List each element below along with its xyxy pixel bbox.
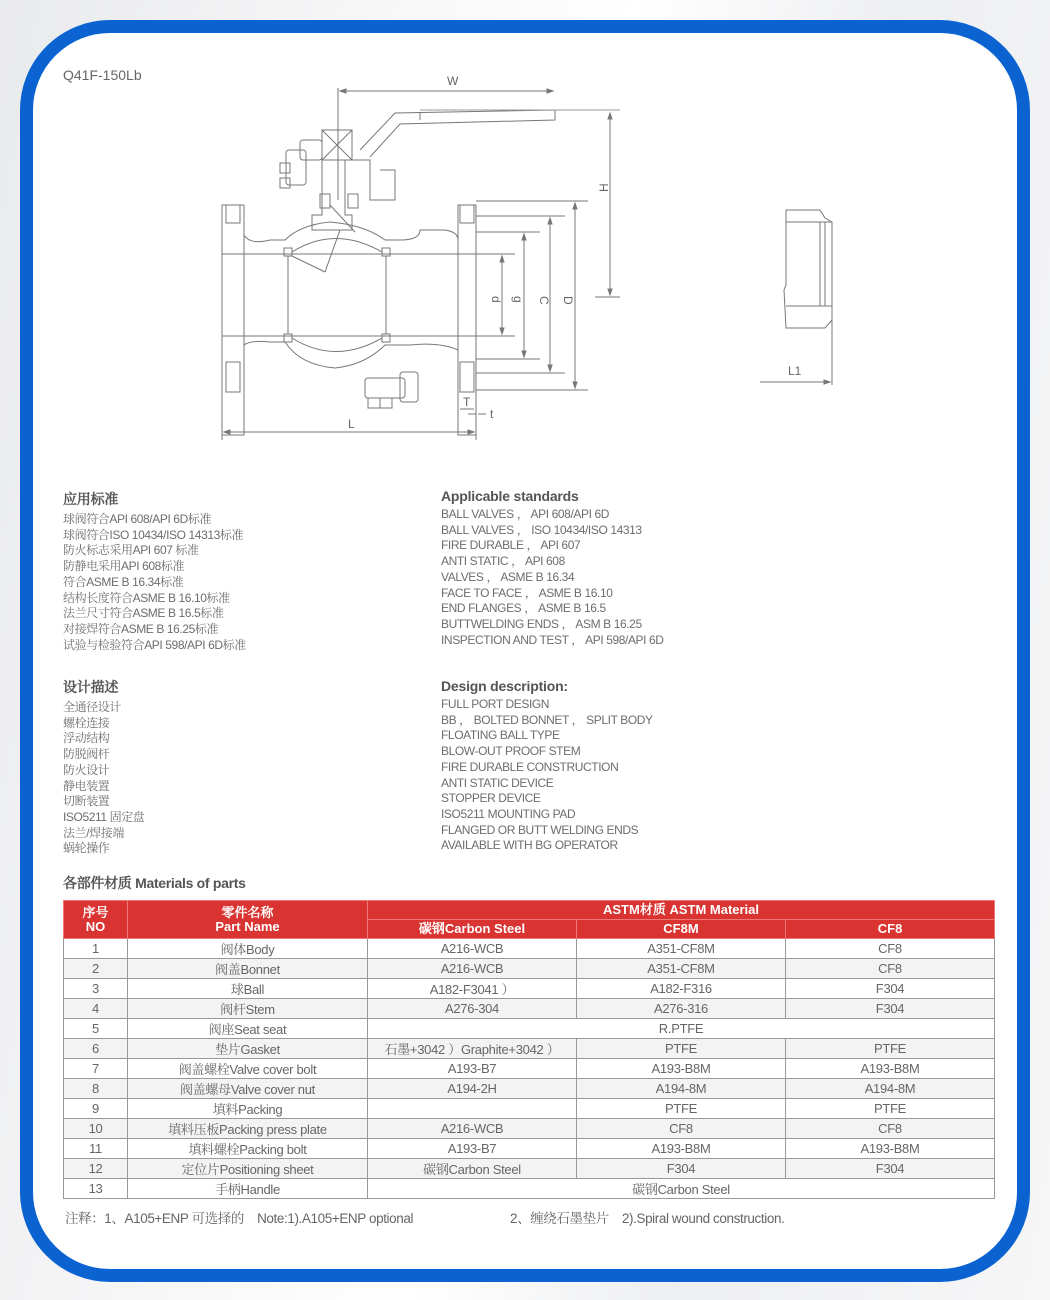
section-title: Design description:: [441, 678, 568, 694]
list-item: 结构长度符合ASME B 16.10标准: [63, 590, 230, 605]
handle: [360, 110, 555, 157]
cell-cf8: F304: [786, 979, 995, 999]
cell-part-name: 垫片Gasket: [128, 1039, 368, 1059]
cell-no: 3: [64, 979, 128, 999]
cell-no: 4: [64, 999, 128, 1019]
section-title: 应用标准: [63, 491, 119, 507]
table-row: [64, 1119, 995, 1139]
header-carbon-steel: 碳钢Carbon Steel: [368, 920, 577, 939]
list-item: BB ， BOLTED BONNET ， SPLIT BODY: [441, 712, 653, 727]
cell-carbon-steel: A276-304: [368, 999, 577, 1019]
dim-L1-label: L1: [788, 364, 802, 378]
header-part-name: [128, 901, 368, 939]
table-row: [64, 999, 995, 1019]
list-item: BALL VALVES ， API 608/API 6D: [441, 507, 610, 521]
list-item: STOPPER DEVICE: [441, 791, 541, 806]
cell-carbon-steel: A194-2H: [368, 1079, 577, 1099]
cell-no: 7: [64, 1059, 128, 1079]
dim-c-label: C: [537, 296, 551, 305]
cell-no: 2: [64, 959, 128, 979]
header-cf8: CF8: [786, 920, 995, 939]
list-item: 球阀符合API 608/API 6D标准: [63, 512, 212, 526]
cell-cf8: F304: [786, 999, 995, 1019]
list-item: ANTI STATIC ， API 608: [441, 554, 565, 569]
list-item: BALL VALVES ， ISO 10434/ISO 14313: [441, 522, 642, 537]
cell-cf8m: A351-CF8M: [577, 939, 786, 959]
list-item: FLANGED OR BUTT WELDING ENDS: [441, 822, 639, 837]
list-item: 对接焊符合ASME B 16.25标准: [63, 621, 219, 636]
cell-cf8m: A193-B8M: [577, 1139, 786, 1159]
list-item: 防静电采用API 608标准: [63, 559, 185, 574]
list-item: FIRE DURABLE ， API 607: [441, 538, 581, 553]
list-item: 切断装置: [63, 794, 110, 809]
cell-part-name: 阀盖Bonnet: [128, 959, 368, 979]
list-item: ISO5211 固定盘: [63, 809, 145, 824]
dim-L-label: L: [348, 417, 355, 431]
table-row: [64, 959, 995, 979]
list-item: FACE TO FACE ， ASME B 16.10: [441, 585, 613, 600]
cell-carbon-steel: 石墨+3042 ）Graphite+3042 ）: [368, 1039, 577, 1059]
list-item: 螺栓连接: [63, 715, 110, 730]
list-item: BLOW-OUT PROOF STEM: [441, 744, 581, 759]
list-item: ANTI STATIC DEVICE: [441, 775, 554, 790]
table-row: [64, 1139, 995, 1159]
cell-no: 5: [64, 1019, 128, 1039]
cell-cf8m: PTFE: [577, 1099, 786, 1119]
header-no-cn: 序号: [82, 904, 109, 920]
standards-en-section: [441, 488, 664, 648]
list-item: 静电装置: [63, 778, 110, 793]
list-item: END FLANGES ， ASME B 16.5: [441, 601, 606, 616]
cell-cf8: PTFE: [786, 1099, 995, 1119]
cell-no: 13: [64, 1179, 128, 1199]
table-row: [64, 979, 995, 999]
arrow-icon: [547, 89, 553, 93]
cell-carbon-steel: A182-F3041 ）: [368, 979, 577, 999]
cell-part-name: 阀体Body: [128, 939, 368, 959]
list-item: 防火设计: [63, 762, 110, 777]
header-no-en: NO: [85, 918, 106, 934]
cell-carbon-steel: A216-WCB: [368, 959, 577, 979]
header-no: [64, 901, 128, 939]
note-1: 注释：1、A105+ENP 可选择的 Note:1).A105+ENP optional: [65, 1211, 414, 1226]
note-2: 2、缠绕石墨垫片 2).Spiral wound construction.: [510, 1211, 785, 1226]
list-item: VALVES ， ASME B 16.34: [441, 569, 575, 584]
list-item: 浮动结构: [63, 731, 110, 746]
cell-cf8m: A276-316: [577, 999, 786, 1019]
cell-cf8m: A193-B8M: [577, 1059, 786, 1079]
header-part-en: Part Name: [215, 918, 280, 934]
list-item: FIRE DURABLE CONSTRUCTION: [441, 759, 619, 774]
cell-no: 11: [64, 1139, 128, 1159]
section-title: Applicable standards: [441, 488, 579, 504]
dim-h-label: H: [597, 183, 611, 192]
cell-cf8: A193-B8M: [786, 1059, 995, 1079]
cell-carbon-steel: A216-WCB: [368, 1119, 577, 1139]
table-row: [64, 1179, 995, 1199]
cell-part-name: 手柄Handle: [128, 1179, 368, 1199]
cell-cf8: CF8: [786, 1119, 995, 1139]
cell-cf8: CF8: [786, 959, 995, 979]
cell-material-all: 碳钢Carbon Steel: [368, 1179, 995, 1199]
list-item: 球阀符合ISO 10434/ISO 14313标准: [63, 527, 244, 542]
cell-cf8m: PTFE: [577, 1039, 786, 1059]
cell-part-name: 填料Packing: [128, 1099, 368, 1119]
cell-carbon-steel: A193-B7: [368, 1139, 577, 1159]
cell-cf8m: A182-F316: [577, 979, 786, 999]
list-item: ISO5211 MOUNTING PAD: [441, 806, 576, 821]
cell-part-name: 阀杆Stem: [128, 999, 368, 1019]
cell-carbon-steel: [368, 1099, 577, 1119]
table-row: [64, 1019, 995, 1039]
header-cf8m: CF8M: [577, 920, 786, 939]
cell-material-all: R.PTFE: [368, 1019, 995, 1039]
cell-no: 9: [64, 1099, 128, 1119]
list-item: 防火标志采用API 607 标准: [63, 543, 199, 558]
dim-D-label: D: [561, 296, 575, 305]
dim-w-label: W: [447, 74, 459, 88]
list-item: 符合ASME B 16.34标准: [63, 574, 184, 589]
valve-drawing: [0, 0, 1050, 450]
design-cn-section: [63, 677, 144, 857]
cell-cf8m: A351-CF8M: [577, 959, 786, 979]
table-row: [64, 1099, 995, 1119]
table-row: [64, 1039, 995, 1059]
cell-cf8: CF8: [786, 939, 995, 959]
cell-part-name: 阀座Seat seat: [128, 1019, 368, 1039]
cell-carbon-steel: A216-WCB: [368, 939, 577, 959]
list-item: FULL PORT DESIGN: [441, 697, 550, 711]
dim-t-label: t: [490, 407, 494, 421]
list-item: 全通径设计: [63, 700, 122, 714]
cell-part-name: 阀盖螺母Valve cover nut: [128, 1079, 368, 1099]
cell-carbon-steel: A193-B7: [368, 1059, 577, 1079]
cell-part-name: 填料压板Packing press plate: [128, 1119, 368, 1139]
cell-part-name: 球Ball: [128, 979, 368, 999]
cell-part-name: 定位片Positioning sheet: [128, 1159, 368, 1179]
dim-g-label: g: [511, 296, 525, 303]
cell-cf8: PTFE: [786, 1039, 995, 1059]
cell-no: 6: [64, 1039, 128, 1059]
dim-d-label: d: [489, 296, 503, 303]
cell-part-name: 填料螺栓Packing bolt: [128, 1139, 368, 1159]
list-item: INSPECTION AND TEST ， API 598/API 6D: [441, 632, 664, 647]
model-number: Q41F-150Lb: [63, 67, 142, 83]
list-item: FLOATING BALL TYPE: [441, 728, 560, 743]
cell-cf8: A194-8M: [786, 1079, 995, 1099]
cell-no: 10: [64, 1119, 128, 1139]
materials-table: [63, 900, 995, 1199]
table-row: [64, 1079, 995, 1099]
list-item: 法兰尺寸符合ASME B 16.5标准: [63, 606, 224, 621]
header-astm: ASTM材质 ASTM Material: [368, 901, 995, 920]
section-title: 设计描述: [63, 679, 119, 695]
list-item: BUTTWELDING ENDS ， ASM B 16.25: [441, 616, 642, 631]
design-en-section: [441, 678, 653, 854]
cell-cf8: A193-B8M: [786, 1139, 995, 1159]
cell-cf8m: F304: [577, 1159, 786, 1179]
list-item: 蜗轮操作: [63, 841, 110, 856]
arrow-icon: [340, 89, 346, 93]
dim-T-label: T: [463, 395, 471, 409]
list-item: 法兰/焊接端: [63, 825, 124, 840]
table-row: [64, 1159, 995, 1179]
cell-no: 1: [64, 939, 128, 959]
left-flange: [222, 205, 244, 435]
materials-title: 各部件材质 Materials of parts: [63, 875, 246, 891]
cell-cf8m: A194-8M: [577, 1079, 786, 1099]
list-item: AVAILABLE WITH BG OPERATOR: [441, 838, 618, 853]
table-row: [64, 1059, 995, 1079]
cell-no: 12: [64, 1159, 128, 1179]
list-item: 试验与检验符合API 598/API 6D标准: [63, 637, 246, 652]
list-item: 防脱阀杆: [63, 747, 110, 762]
standards-cn-section: [63, 489, 246, 653]
cell-cf8: F304: [786, 1159, 995, 1179]
cell-no: 8: [64, 1079, 128, 1099]
header-part-cn: 零件名称: [221, 904, 274, 920]
table-row: [64, 939, 995, 959]
cell-cf8m: CF8: [577, 1119, 786, 1139]
cell-part-name: 阀盖螺栓Valve cover bolt: [128, 1059, 368, 1079]
cell-carbon-steel: 碳钢Carbon Steel: [368, 1159, 577, 1179]
